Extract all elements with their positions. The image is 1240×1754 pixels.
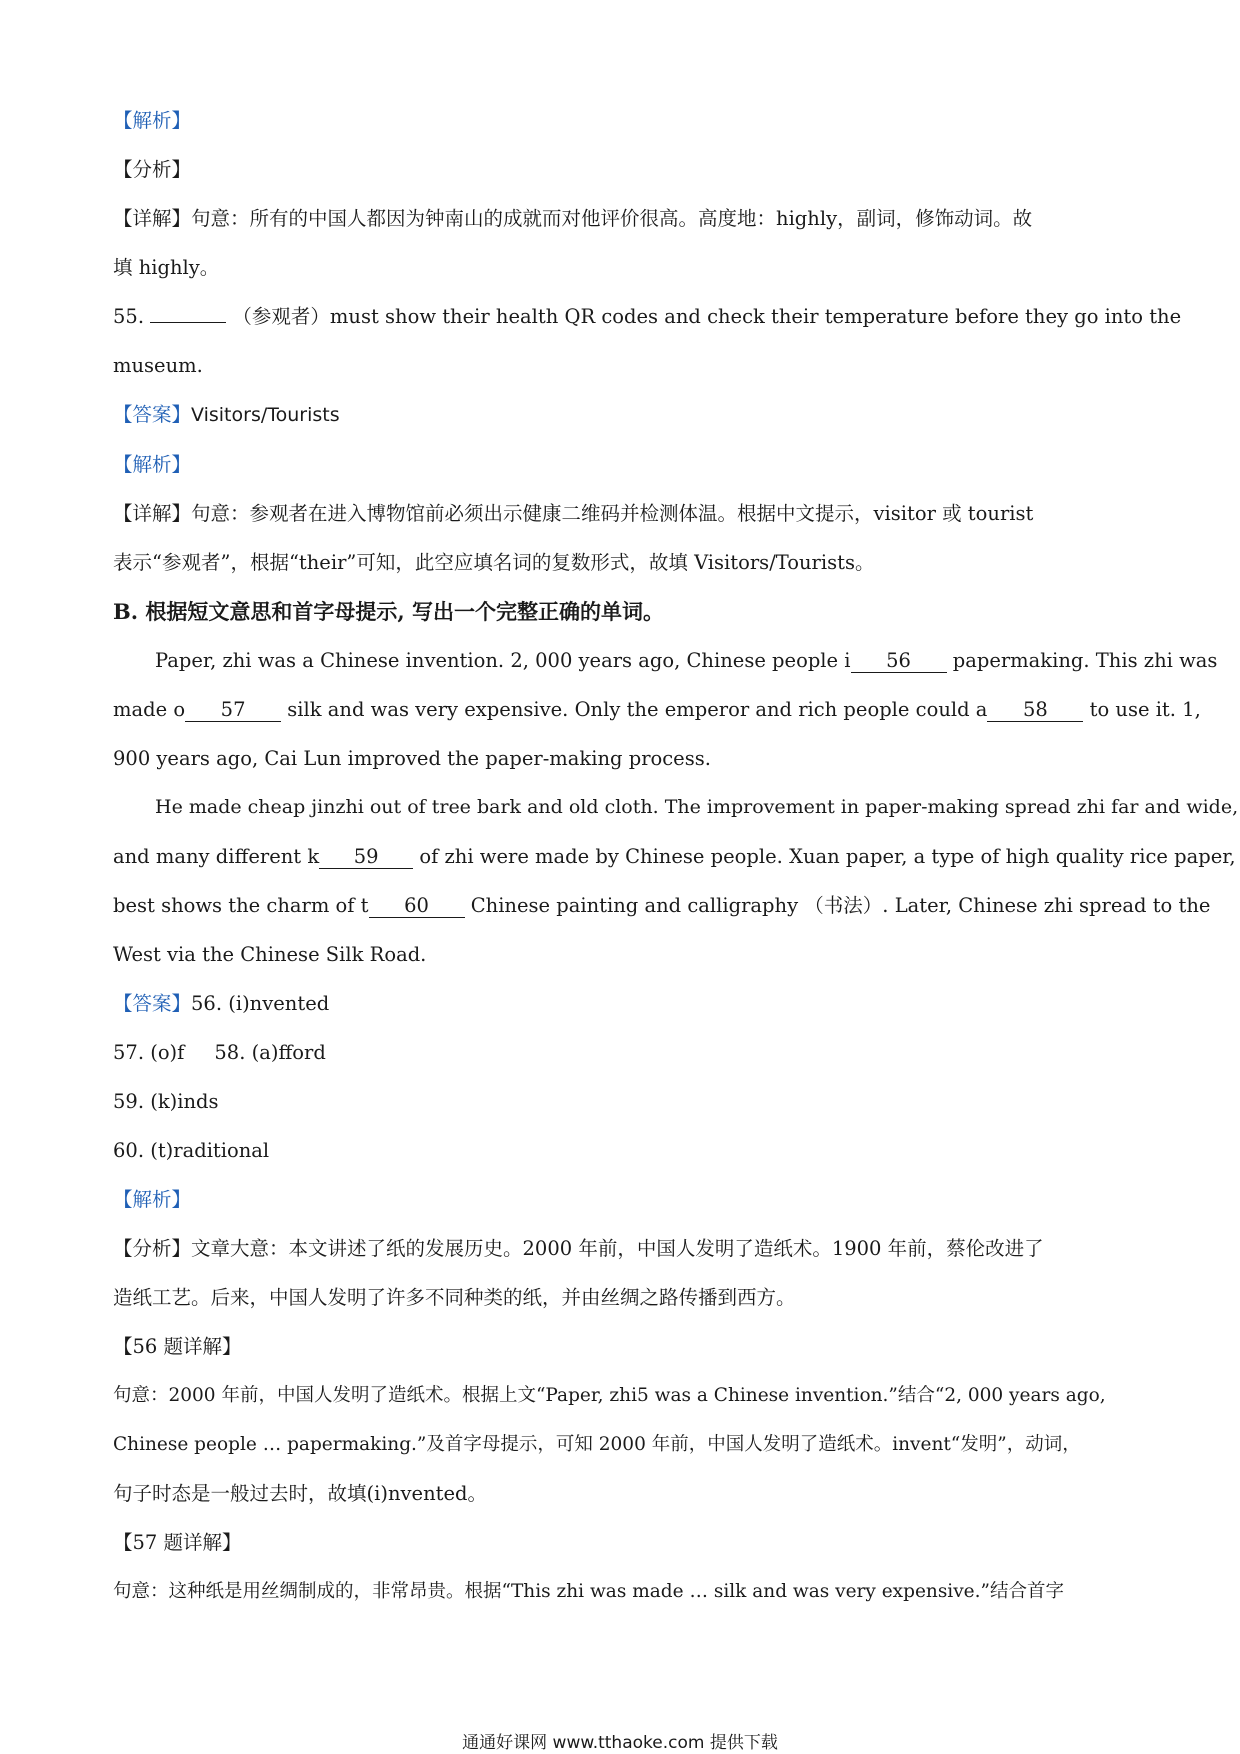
passage-text: papermaking. This zhi was [946,649,1218,672]
q55-detail-line-1 [113,489,1129,538]
answer-56 [113,979,1129,1028]
q54-detail-line-1 [113,194,1129,243]
passage-text: Paper, zhi was a Chinese invention. 2, 000 years ago, Chinese people i [155,649,851,672]
passage-p2-line-4: West via the Chinese Silk Road. [113,943,427,966]
passage-p1-line-1 [113,636,1218,685]
blank-57: 57 [185,699,281,722]
answer-text: Visitors/Tourists [191,404,340,426]
answer-55 [113,390,1129,440]
detail-56-line-1: 句意：2000 年前，中国人发明了造纸术。根据上文“Paper, zhi5 was a Chinese invention.”结合“2, 000 years ago, [113,1385,1106,1406]
blank-56: 56 [851,650,947,673]
passage-p2-line-2 [113,832,1236,881]
footer-credit: 通通好课网 www.tthaoke.com 提供下载 [462,1733,778,1753]
passage-text: of zhi were made by Chinese people. Xuan paper, a type of high quality rice paper, [413,845,1236,868]
answer-57: 57. (o)f [113,1041,185,1064]
q55-detail-line-2: 表示“参观者”，根据“their”可知，此空应填名词的复数形式，故填 Visitors/Tourists。 [113,551,875,574]
answer-label: 【答案】 [113,403,192,426]
detail-56-heading: 【56 题详解】 [113,1335,242,1358]
section-b-heading: B. 根据短文意思和首字母提示, 写出一个完整正确的单词。 [113,599,664,624]
detail-text: 句意：参观者在进入博物馆前必须出示健康二维码并检测体温。根据中文提示，visitor 或 tourist [191,502,1034,525]
answer-59: 59. (k)inds [113,1090,219,1113]
blank-60: 60 [369,895,465,918]
passage-text: and many different k [113,845,320,868]
passage-text: best shows the charm of t [113,894,369,917]
fenxi-text: 文章大意：本文讲述了纸的发展历史。2000 年前，中国人发明了造纸术。1900 年前，蔡伦改进了 [191,1237,1044,1260]
jiexi-label: 【解析】 [113,453,192,476]
analysis-fenxi-line-2: 造纸工艺。后来，中国人发明了许多不同种类的纸，并由丝绸之路传播到西方。 [113,1286,796,1309]
analysis-fenxi-line-1 [113,1224,1129,1273]
passage-text: made o [113,698,186,721]
detail-57-line-1: 句意：这种纸是用丝绸制成的，非常昂贵。根据“This zhi was made … silk and was very expensive.”结合首字 [113,1581,1064,1602]
answer-label: 【答案】 [113,992,192,1015]
question-55 [113,292,1182,341]
question-55-line-2: museum. [113,354,203,377]
passage-text: Chinese painting and calligraphy （书法）. Later, Chinese zhi spread to the [464,894,1211,917]
answer-58: 58. (a)fford [214,1041,326,1064]
jiexi-label: 【解析】 [113,109,192,132]
detail-57-heading: 【57 题详解】 [113,1531,242,1554]
passage-p2-line-1: He made cheap jinzhi out of tree bark and old cloth. The improvement in paper-making spread zhi far and wide, [155,796,1239,818]
answer-blank [150,322,226,323]
detail-56-line-3: 句子时态是一般过去时，故填(i)nvented。 [113,1482,487,1505]
blank-58: 58 [987,699,1083,722]
blank-59: 59 [319,846,413,869]
question-text: （参观者）must show their health QR codes and check their temperature before they go into the [232,305,1182,328]
passage-p1-line-2 [113,685,1201,734]
passage-p1-line-3: 900 years ago, Cai Lun improved the paper-making process. [113,747,711,770]
detail-tag: 【详解】 [113,502,192,525]
detail-56-line-2: Chinese people … papermaking.”及首字母提示，可知 2000 年前，中国人发明了造纸术。invent“发明”，动词， [113,1434,1081,1455]
answer-60: 60. (t)raditional [113,1139,270,1162]
fenxi-label: 【分析】 [113,158,192,181]
fenxi-tag: 【分析】 [113,1237,192,1260]
detail-text: 句意：所有的中国人都因为钟南山的成就而对他评价很高。高度地：highly，副词，修饰动词。故 [191,207,1033,230]
passage-text: to use it. 1, [1083,698,1201,721]
passage-p2-line-3 [113,881,1211,930]
passage-text: silk and was very expensive. Only the emperor and rich people could a [281,698,988,721]
detail-tag: 【详解】 [113,207,192,230]
question-number: 55. [113,305,145,328]
jiexi-label: 【解析】 [113,1188,192,1211]
document-page [113,96,1239,1616]
answer-text: 56. (i)nvented [191,992,330,1015]
q54-detail-line-2: 填 highly。 [113,256,220,279]
answer-57-58 [113,1028,1129,1077]
